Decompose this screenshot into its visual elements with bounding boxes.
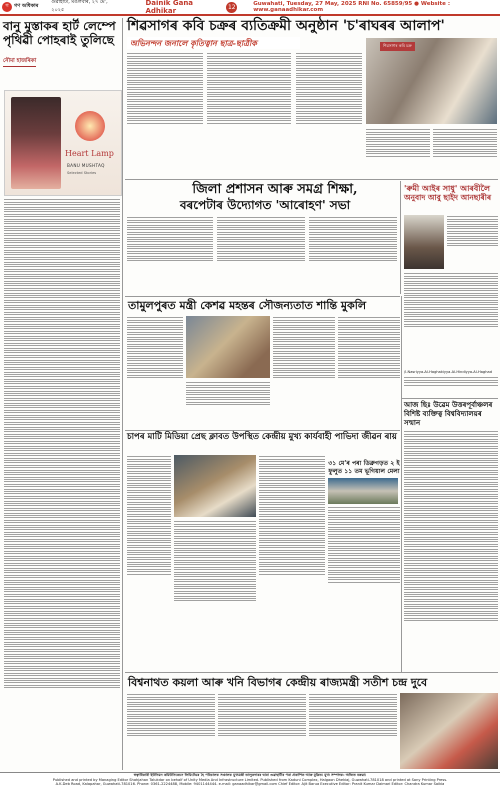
column-rule-3 (401, 296, 402, 672)
tea-body-3 (259, 455, 325, 667)
column-rule-2 (400, 181, 401, 294)
bottom-body-3 (309, 693, 397, 769)
book-subtitle: Selected Stories (67, 171, 97, 175)
top-story-body-4 (366, 128, 430, 178)
education-headline-2: বৰপেটাৰ উদ্যোগত 'আৰোহণ' সভা (179, 198, 351, 212)
tea-body-1 (127, 455, 171, 667)
imprint-line-2: Published and printed by Managing Editor Shahjahan Talukdar on behalf of Unity Media And Infrastructure Limited. Published from Kaduni Complex, Halgaon Dhekiaj, Guwahati-781018 and printed at Sony Printing Press. (52, 777, 448, 782)
paper-name: Dainik Gana Adhikar (145, 0, 194, 15)
side-story-headline: ৩১ মে'ৰ পৰা ডিব্ৰুগড়ত ২ ই ফুলুত ১১ তম ভূগিয়াল মেলা (328, 460, 400, 475)
left-feature-headline: বানু মুস্তাকৰ হাৰ্ট লেম্পে পৃথিৱী পোহৰাই তুলিছে (3, 19, 116, 47)
imprint-line-3: A.K.Deb Road, Kalapahar, Guwahati-781016. Phone: 0361-2224488, Mobile: 9401144444. e-mail: ganaadhikar@gmail.com Chief Editor: Ajit Barua Executive Editor: Pranit Kumar Daimari Editor: Chandra Kumar Saikia (55, 782, 445, 787)
translation-body-3 (404, 376, 498, 394)
translation-headline-1: 'ৰুমী আইৰ সাধু' আৰবীলৈ (404, 183, 490, 193)
university-headline-1: আজ ছিঃ উৱেম উত্তৰপূৰ্বাঞ্চলৰ (404, 400, 493, 409)
top-story-body-3 (296, 52, 362, 174)
top-story-subhead: অভিনন্দন জনালে কৃতিত্বান ছাত্ৰ-ছাত্ৰীক (127, 37, 300, 49)
book-lamp (75, 111, 105, 141)
university-headline-2: বিশিষ্ট ব্যক্তিত্ব বিশ্ববিদ্যালয়ৰ সন্মান (404, 409, 482, 427)
logo-icon: গ (2, 2, 12, 12)
education-body-2 (217, 216, 305, 294)
top-story-photo-banner: শিৱসাগৰ কবি চক্ৰ (380, 42, 415, 51)
minister-body-1 (127, 316, 183, 426)
translation-headline-2: অনুবাদ আবু ছাইদ আনছাৰীৰ (404, 193, 492, 202)
bottom-body-1 (127, 693, 215, 769)
top-story-body-2 (207, 52, 291, 174)
rule-right-mid (402, 398, 498, 399)
top-story-photo (366, 38, 497, 124)
top-story-headline: শিৱসাগৰ কবি চক্ৰৰ ব্যতিক্ৰমী অনুষ্ঠান 'চ'ৰাঘৰৰ আলাপ' (127, 18, 445, 34)
education-body-1 (127, 216, 213, 294)
book-photo (11, 97, 61, 189)
top-story-body-5 (433, 128, 497, 178)
masthead-bar (0, 0, 500, 16)
tea-body-2 (174, 520, 256, 667)
side-story-box (328, 460, 400, 666)
translation-body-1 (447, 215, 498, 269)
book-author: BANU MUSHTAQ (67, 163, 105, 168)
minister-body-2 (186, 381, 270, 427)
column-rule-1 (122, 18, 123, 770)
header-info-right: Guwahati, Tuesday, 27 May, 2025 RNI No. 65859/95 ● Website : www.ganaadhikar.com (253, 1, 451, 13)
left-feature-headline-box (3, 19, 119, 87)
translator-photo (404, 215, 444, 269)
tea-headline: চাপৰ মাটি মিডিয়া প্ৰেছ ক্লাবত উপস্থিত কেন্দ্ৰীয় মুখ্য কাৰ্যবাহী পাভিদা জীৱন ৰায় (127, 432, 397, 442)
rule-top (125, 179, 498, 180)
minister-headline: তামুলপুৰত মন্ত্ৰী কেশৱ মহন্তৰ সৌজন্যতাত শান্তি মুকলি (128, 299, 367, 312)
translation-body-2 (404, 272, 498, 368)
education-body-3 (309, 216, 397, 294)
logo-text: গণ অধিকাৰ (14, 3, 39, 9)
minister-body-3 (273, 316, 335, 426)
top-story-body-1 (127, 52, 203, 174)
rule-bottom (125, 672, 498, 673)
book-cover (4, 90, 122, 196)
book-title: Heart Lamp (65, 149, 114, 158)
newspaper-logo (2, 1, 47, 13)
rule-tea-top (125, 430, 400, 431)
minister-photo (186, 316, 270, 378)
education-headline-1: জিলা প্ৰশাসন আৰু সমগ্ৰ শিক্ষা, (192, 182, 358, 197)
page-number: 12 (227, 3, 236, 11)
minister-body-4 (338, 316, 400, 426)
imprint-footer (0, 772, 500, 797)
left-feature-body (4, 198, 120, 768)
bottom-body-2 (218, 693, 306, 769)
rule-mid (125, 296, 400, 297)
translation-url-line: /l-Nasriyya-Al-Haghakiyya-Al-Hindiyya-Al-Haghad (404, 370, 492, 374)
left-feature-author: নৌমা হাজৰিকা (3, 58, 36, 67)
tea-photo (174, 455, 256, 517)
bottom-story-headline: বিশ্বনাথত কয়লা আৰু খনি বিভাগৰ কেন্দ্ৰীয় ৰাজ্যমন্ত্ৰী সতীশ চন্দ্ৰ দুবে (128, 676, 428, 689)
imprint-line-1: স্বত্বাধিকাৰী ইউনিয়ন কমিউনিকেচন লিমিটেডৰ হৈ পৰিচালক সঞ্চালক মুখ্যমন্ত্ৰী তালুকদাৰৰ দ্বাৰা গুৱাহাটীৰ পৰা প্ৰকাশিত আৰু মুদ্ৰিত। মুখ্য সম্পাদক: অজিত বৰুৱা। (133, 773, 367, 777)
bottom-story-photo (400, 693, 498, 769)
side-story-body (328, 506, 400, 646)
side-story-photo (328, 478, 398, 504)
header-date-left: গুৱাহাটী, মঙলবাৰ, ২৭ মে', ২০২৫ (51, 0, 108, 13)
